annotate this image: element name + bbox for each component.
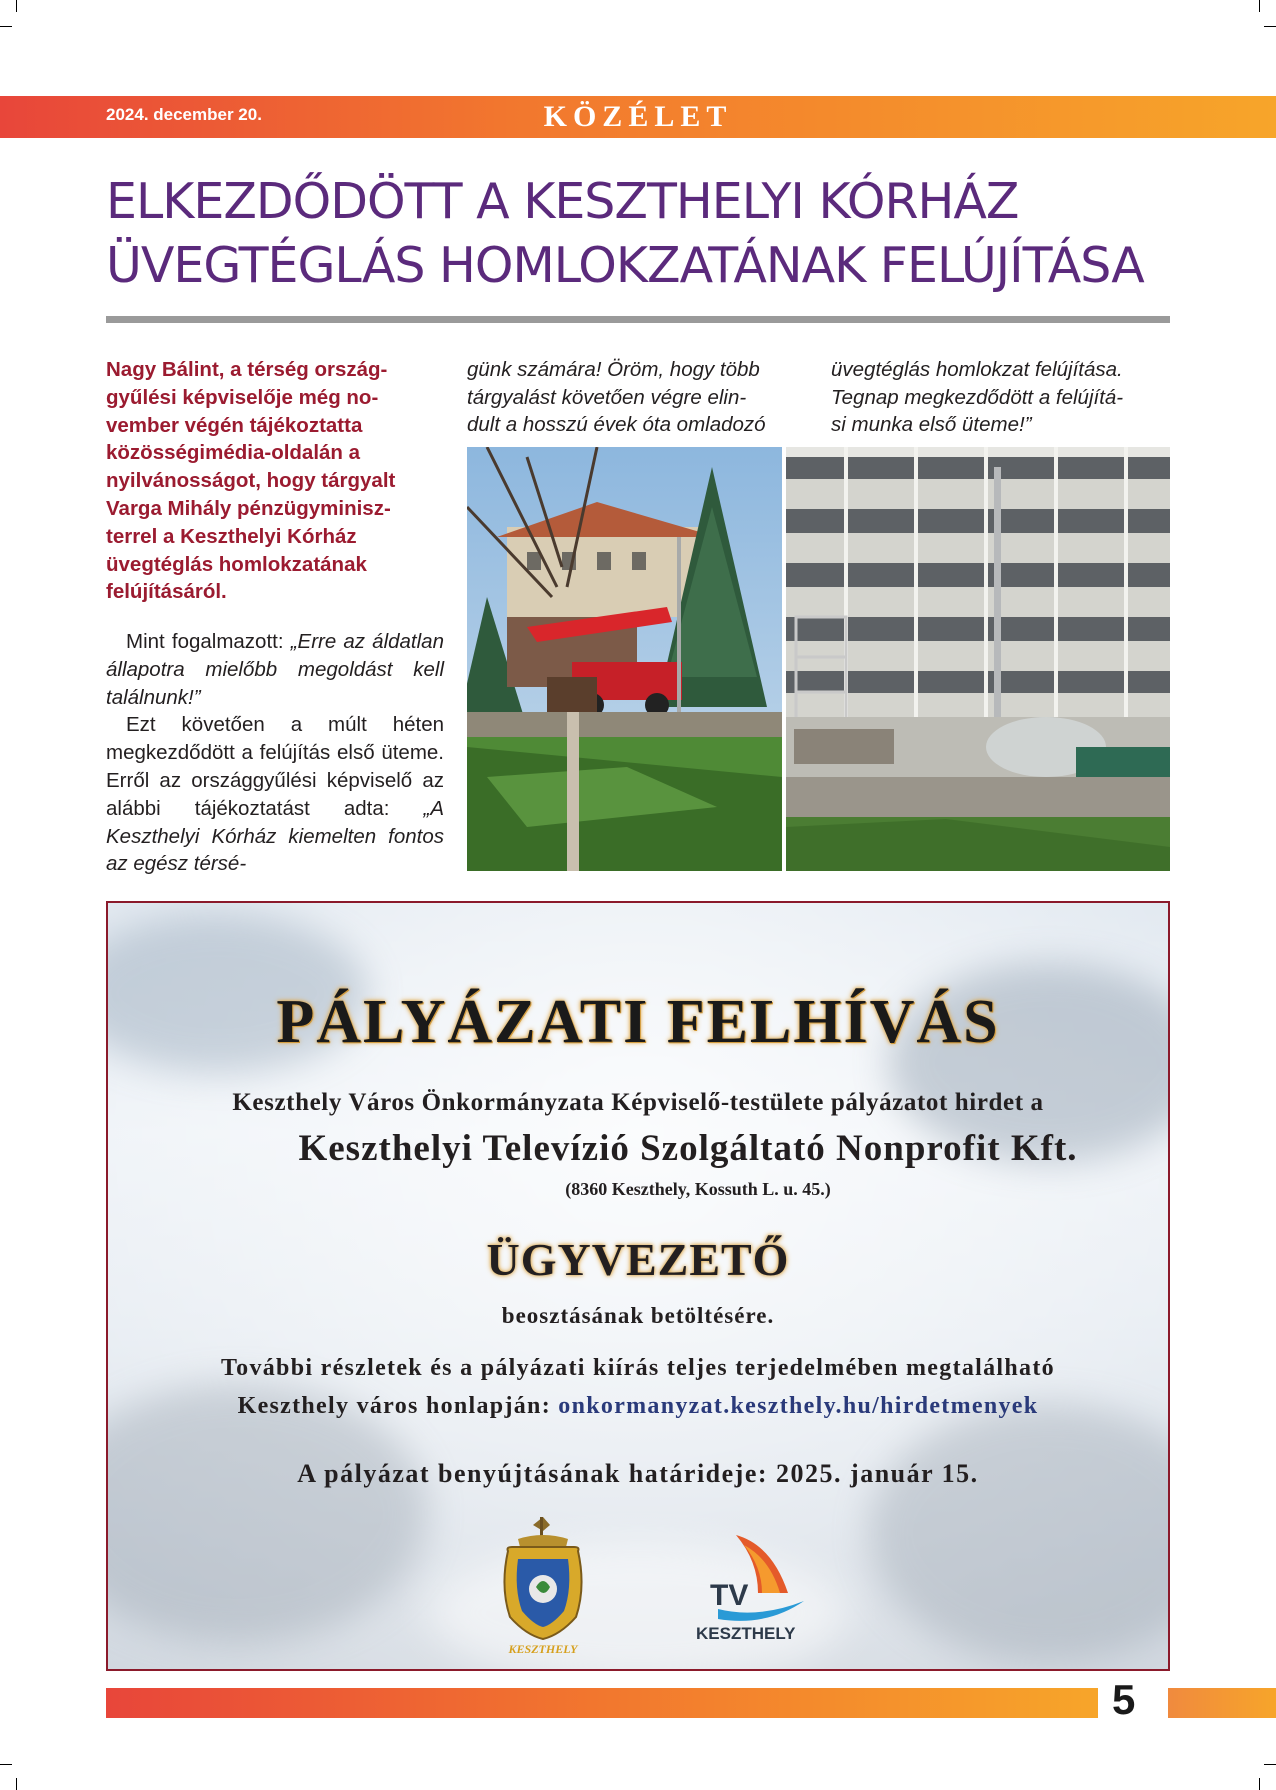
page-number: 5 <box>1112 1676 1136 1723</box>
quote-text: „A Keszthelyi Kórház kiemelten fontos az egész térsé- <box>106 796 444 876</box>
lead-line: felújításáról. <box>106 580 227 604</box>
ad-details <box>108 1349 1168 1425</box>
lead-line: gyűlési képviselője még no- <box>106 385 379 409</box>
quote-line: üvegtéglás homlokzat felújítása. <box>831 358 1123 381</box>
tv-logo-text: TV <box>710 1579 749 1612</box>
body-paragraph <box>106 711 444 878</box>
crop-mark <box>16 0 17 12</box>
ad-address: (8360 Keszthely, Kossuth L. u. 45.) <box>565 1179 831 1199</box>
body-text: Mint fogalmazott: <box>126 630 291 653</box>
lead-line: terrel a Keszthelyi Kórház <box>106 524 357 548</box>
lead-line: vember végén tájékoztatta <box>106 413 363 437</box>
ad-title: PÁLYÁZATI FELHÍVÁS <box>276 988 1000 1056</box>
article-body-column-1 <box>106 628 444 878</box>
ad-position-subtitle: beosztásának betöltésére. <box>501 1303 775 1328</box>
crop-mark <box>0 1764 12 1765</box>
crop-mark <box>1259 1778 1260 1790</box>
crop-mark <box>1259 0 1260 12</box>
ad-details-prefix: Keszthely város honlapján: <box>237 1393 559 1419</box>
crop-mark <box>1264 26 1276 27</box>
crest-label: KESZTHELY <box>508 1642 578 1656</box>
lead-line: közösségimédia-oldalán a <box>106 441 361 465</box>
crop-mark <box>16 1778 17 1790</box>
lead-line: Nagy Bálint, a térség ország- <box>106 358 388 381</box>
body-text: Ezt követően a múlt héten megkezdődött a felújítás első üteme. Erről az országgyűlési képviselő az alábbi tájékoztatást adta: <box>106 713 444 820</box>
crop-mark <box>1264 1764 1276 1765</box>
quote-line: dult a hosszú évek óta omladozó <box>467 413 766 437</box>
article-body-column-2 <box>467 356 806 439</box>
ad-details-line: További részletek és a pályázati kiírás teljes terjedelmében megtalálható <box>221 1355 1055 1381</box>
ad-deadline: A pályázat benyújtásának határideje: 2025. január 15. <box>297 1459 979 1488</box>
quote-line: tárgyalást követően végre elin- <box>467 385 747 409</box>
lead-line: Varga Mihály pénzügyminisz- <box>106 496 391 520</box>
photo-hospital-facade <box>786 447 1170 871</box>
body-paragraph <box>106 628 444 711</box>
quote-line: si munka első üteme!” <box>831 413 1032 437</box>
footer-band-right <box>1168 1688 1276 1718</box>
tv-logo-name: KESZTHELY <box>696 1624 796 1643</box>
background-blur-shape <box>868 1403 1170 1663</box>
article-body-column-3 <box>831 356 1171 439</box>
lead-line: üvegtéglás homlokzatának <box>106 552 367 576</box>
footer-band <box>106 1688 1098 1718</box>
headline-line-1: ELKEZDŐDÖTT A KESZTHELYI KÓRHÁZ <box>106 173 1019 230</box>
article-headline <box>106 170 1186 298</box>
quote-text: „Erre az áldatlan állapotra mielőbb megoldást kell találnunk!” <box>106 630 444 709</box>
tv-logo-icon <box>688 1523 818 1653</box>
ad-position-title: ÜGYVEZETŐ <box>486 1234 790 1285</box>
tv-keszthely-logo <box>688 1523 818 1653</box>
photo-crane-site <box>467 447 782 871</box>
crop-mark <box>0 26 12 27</box>
quote-line: günk számára! Öröm, hogy több <box>467 358 760 381</box>
photo-image <box>467 447 782 871</box>
quote-line: Tegnap megkezdődött a felújítá- <box>831 385 1124 409</box>
ad-organizer: Keszthely Város Önkormányzata Képviselő-testülete pályázatot hirdet a <box>232 1089 1044 1116</box>
article-lead <box>106 356 444 606</box>
section-title: KÖZÉLET <box>543 100 733 133</box>
keszthely-crest-logo <box>488 1517 598 1657</box>
job-advertisement <box>106 901 1170 1671</box>
issue-date: 2024. december 20. <box>106 105 262 124</box>
ad-company-name: Keszthelyi Televízió Szolgáltató Nonprofit Kft. <box>298 1128 1078 1169</box>
crest-icon <box>488 1517 598 1657</box>
headline-line-2: ÜVEGTÉGLÁS HOMLOKZATÁNAK FELÚJÍTÁSA <box>106 237 1144 294</box>
photo-image <box>786 447 1170 871</box>
ad-website-link[interactable]: onkormanyzat.keszthely.hu/hirdetmenyek <box>558 1393 1039 1419</box>
header-band <box>0 96 1276 138</box>
headline-rule <box>106 316 1170 323</box>
lead-line: nyilvánosságot, hogy tárgyalt <box>106 469 396 493</box>
